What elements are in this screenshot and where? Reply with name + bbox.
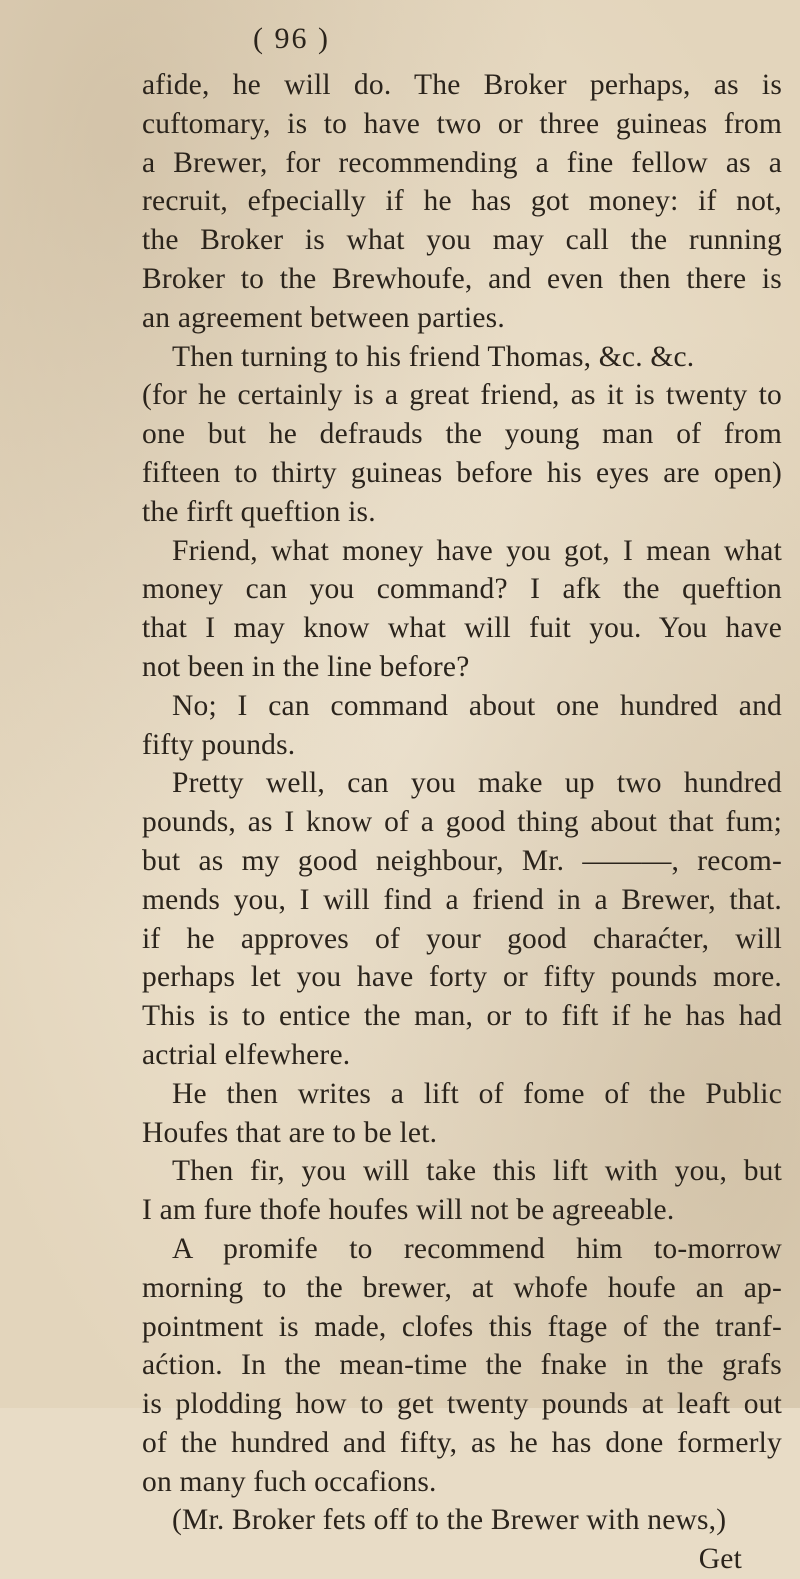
- text-line: is plodding how to get twenty pounds at leaft out: [142, 1388, 782, 1421]
- text-line: the firft queftion is.: [142, 495, 376, 528]
- text-line: morning to the brewer, at whofe houfe an ap-: [142, 1271, 782, 1304]
- text-line: (Mr. Broker fets off to the Brewer with news,): [172, 1504, 727, 1537]
- text-line: afide, he will do. The Broker perhaps, as is: [142, 69, 782, 101]
- text-line: Then fir, you will take this lift with you, but: [172, 1155, 782, 1188]
- text-line: one but he defrauds the young man of from: [142, 418, 782, 451]
- text-line: mends you, I will find a friend in a Brewer, that.: [142, 883, 782, 916]
- text-line: that I may know what will fuit you. You have: [142, 612, 782, 645]
- text-line: of the hundred and fifty, as he has done formerly: [142, 1426, 782, 1459]
- body-text: [142, 66, 782, 1579]
- catchword: Get: [698, 1543, 742, 1576]
- text-line: actrial elfewhere.: [142, 1038, 351, 1071]
- text-line: not been in the line before?: [142, 650, 470, 683]
- text-line: A promife to recommend him to-morrow: [172, 1232, 782, 1265]
- text-line: on many fuch occafions.: [142, 1465, 437, 1498]
- text-line: but as my good neighbour, Mr. ———, recom-: [142, 844, 782, 877]
- text-line: Then turning to his friend Thomas, &c. &c.: [172, 340, 695, 373]
- text-line: perhaps let you have forty or fifty pounds more.: [142, 961, 782, 994]
- page-number: ( 96 ): [253, 22, 330, 55]
- text-line: fifteen to thirty guineas before his eyes are open): [142, 456, 782, 489]
- text-line: pointment is made, clofes this ftage of the tranf-: [142, 1310, 782, 1343]
- text-line: I am fure thofe houfes will not be agreeable.: [142, 1194, 675, 1227]
- text-line: Friend, what money have you got, I mean what: [172, 534, 782, 567]
- text-line: No; I can command about one hundred and: [172, 689, 782, 722]
- text-line: money can you command? I afk the queftion: [142, 573, 782, 606]
- text-line: the Broker is what you may call the running: [142, 224, 782, 257]
- text-line: Pretty well, can you make up two hundred: [172, 767, 782, 800]
- text-line: He then writes a lift of fome of the Public: [172, 1077, 782, 1110]
- text-line: aćtion. In the mean-time the fnake in the grafs: [142, 1349, 782, 1382]
- text-line: This is to entice the man, or to fift if he has had: [142, 1000, 782, 1033]
- text-line: a Brewer, for recommending a fine fellow as a: [142, 146, 782, 179]
- text-line: an agreement between parties.: [142, 301, 505, 334]
- text-line: recruit, efpecially if he has got money: if not,: [142, 185, 782, 218]
- text-line: cuftomary, is to have two or three guineas from: [142, 107, 782, 140]
- text-line: if he approves of your good charaćter, will: [142, 922, 782, 955]
- text-line: Houfes that are to be let.: [142, 1116, 438, 1149]
- text-line: Broker to the Brewhoufe, and even then there is: [142, 262, 782, 295]
- text-line: fifty pounds.: [142, 728, 296, 761]
- text-line: pounds, as I know of a good thing about that fum;: [142, 806, 782, 839]
- text-line: (for he certainly is a great friend, as it is twenty to: [142, 379, 782, 412]
